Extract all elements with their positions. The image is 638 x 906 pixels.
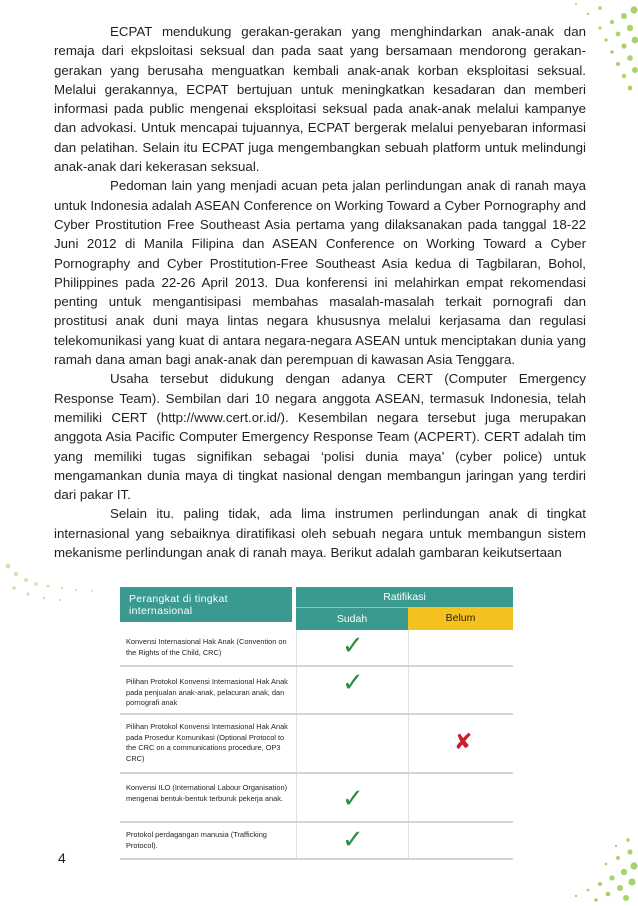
header-ratification: Ratifikasi [296,587,513,607]
row-label: Pilihan Protokol Konvensi Internasional Hak Anak pada Prosedur Komunikasi (Optional Protocol to the CRC on a communications procedure, OP3 CRC) [126,722,288,763]
table-header [120,587,513,630]
row-label: Pilihan Protokol Konvensi Internasional Hak Anak pada penjualan anak-anak, pelacuran anak, dan pornografi anak [126,677,288,707]
table-row [120,715,513,774]
cross-icon: ✘ [454,730,473,755]
check-icon: ✓ [342,631,364,661]
paragraph: Pedoman lain yang menjadi acuan peta jalan perlindungan anak di ranah maya untuk Indonesia adalah ASEAN Conference on Working Toward a Cyber Pornography and Cyber Prostitution Free Southeast Asia pertama yang dilaksanakan pada tanggal 18-22 Juni 2012 di Manila Filipina dan ASEAN Conference on Working Toward a Cyber Pornography and Cyber Prostitution-Free Southeast Asia kedua di Tagbilaran, Bohol, Philippines pada 22-26 April 2013. Dua konferensi ini melahirkan empat rekomendasi penting untuk mengantisipasi membahas masalah-masalah terkait pornografi dan prostitusi anak duni maya lintas negara khususnya melalui kerjasama dan regulasi telekomunikasi yang kuat di antara negara-negara ASEAN untuk menciptakan dunia yang ramah dana aman bagi anak-anak dan perempuan di kawasan Asia Tenggara. [54,178,586,368]
page-number: 4 [58,850,66,866]
table-row [120,774,513,823]
header-done: Sudah [296,607,408,630]
row-label: Protokol perdagangan manusia (Trafficking Protocol). [126,830,267,850]
row-label: Konvensi Internasional Hak Anak (Convention on the Rights of the Child, CRC) [126,637,287,657]
table-row [120,630,513,667]
table-row [120,823,513,860]
check-icon: ✓ [342,668,364,698]
check-icon: ✓ [342,825,364,855]
check-icon: ✓ [342,784,364,814]
paragraph: ECPAT mendukung gerakan-gerakan yang menghindarkan anak-anak dan remaja dari ekpsloitasi seksual dan pada saat yang bersamaan mendorong gerakan-gerakan yang berusaha menguatkan kembali anak-anak korban eksploitasi seksual. Melalui gerakannya, ECPAT bertujuan untuk meningkatkan kesadaran dan memberi informasi pada public mengenai eksploitasi seksual pada anak-anak melalui kampanye dan advokasi. Untuk mencapai tujuannya, ECPAT bergerak melalui penyebaran informasi dan pelatihan. Selain itu ECPAT juga mengembangkan sebuah platform untuk melindungi anak-anak dari kekerasan seksual. [54,24,586,175]
row-label: Konvensi ILO (International Labour Organisation) mengenai bentuk-bentuk terburuk pekerja anak. [126,783,288,803]
paragraph: Usaha tersebut didukung dengan adanya CERT (Computer Emergency Response Team). Sembilan dari 10 negara anggota ASEAN, termasuk Indonesia, telah memiliki CERT (http://www.cert.or.id/). Kesembilan negara tersebut juga merupakan anggota Asia Pacific Computer Emergency Response Team (ACPERT). CERT adalah tim yang memiliki tugas signifikan sebagai ‘polisi dunia maya’ (cyber police) untuk mengamankan dunia maya di tingkat nasional dengan membangun jaringan yang terdiri dari pakar IT. [54,371,586,503]
header-not-yet: Belum [408,607,513,630]
ratification-table [120,587,513,860]
header-instrument: Perangkat di tingkat internasional [120,587,292,622]
table-row [120,667,513,715]
body-text [54,22,586,562]
paragraph: Selain itu. paling tidak, ada lima instrumen perlindungan anak di tingkat internasional yang sebaiknya diratifikasi oleh sebuah negara untuk membangun sistem mekanisme perlindungan anak di ranah maya. Berikut adalah gambaran keikutsertaan [54,506,586,561]
